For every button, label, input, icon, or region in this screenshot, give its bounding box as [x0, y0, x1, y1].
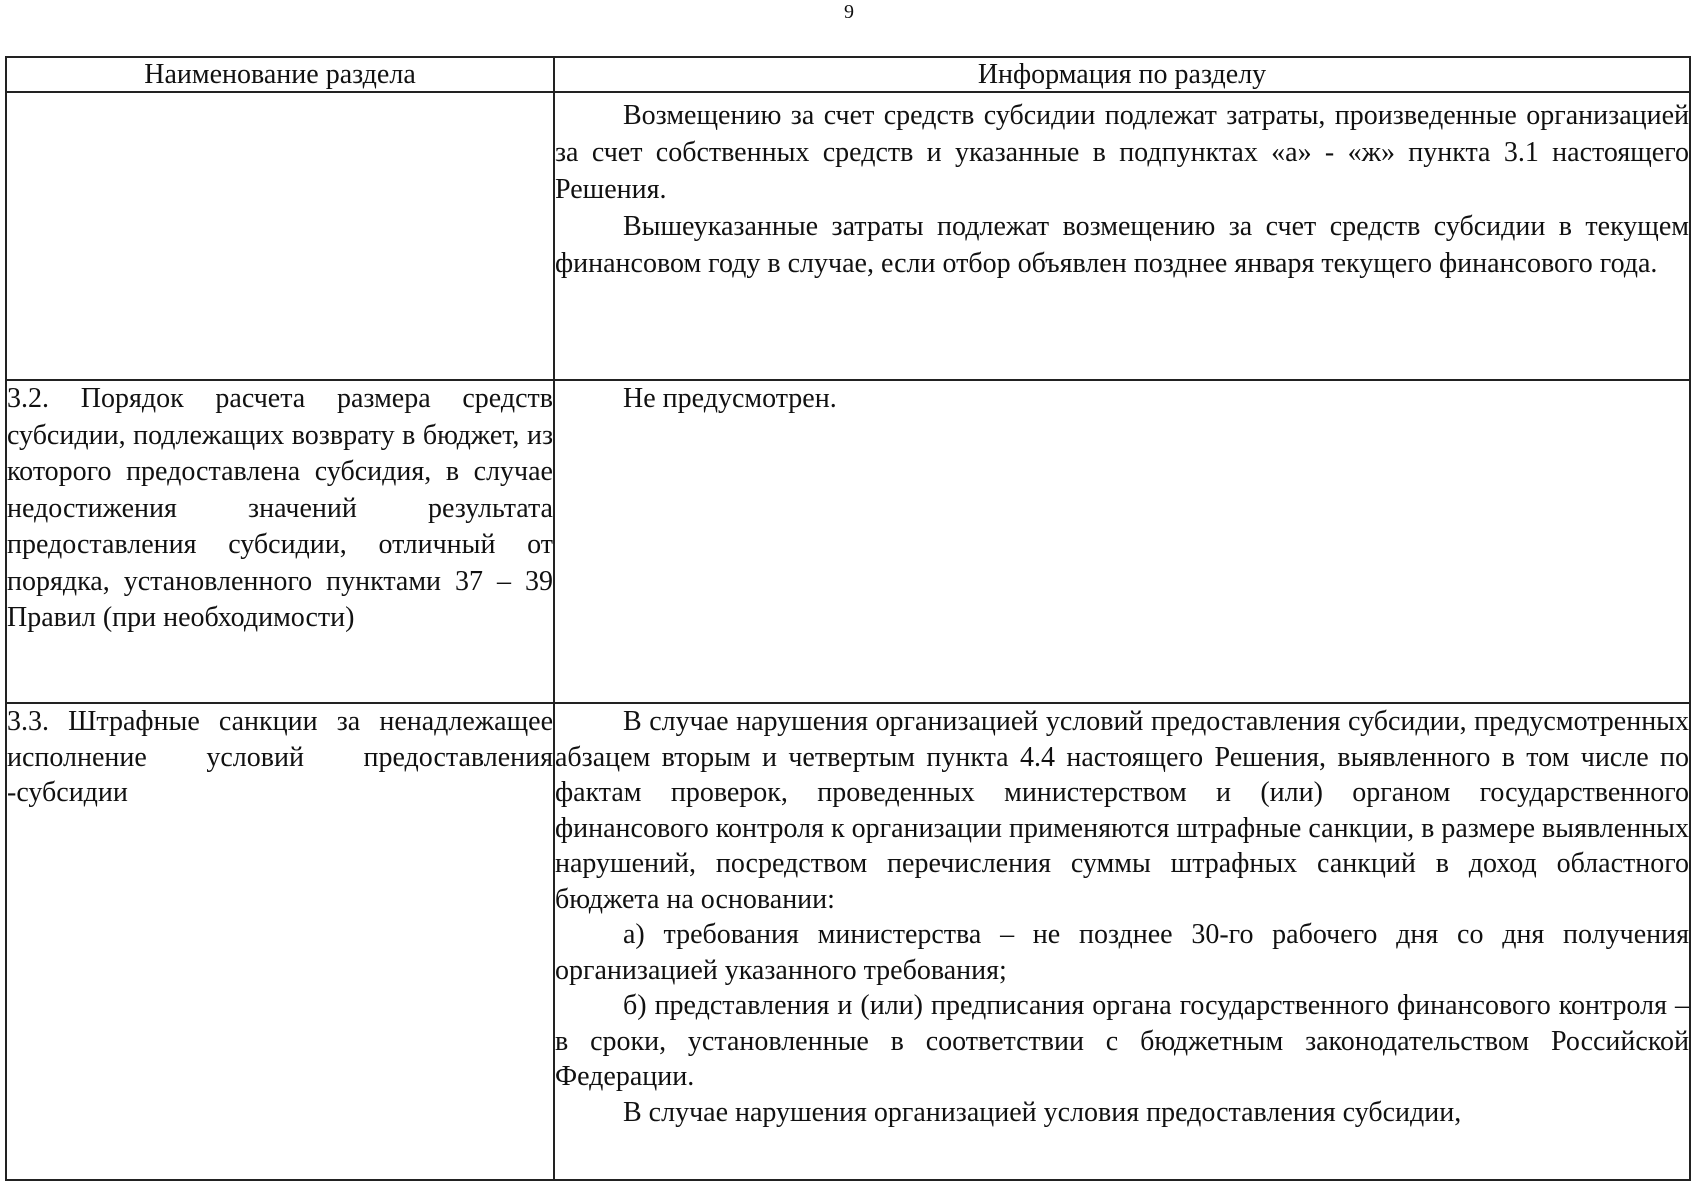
- section-info-cell: [554, 92, 1690, 380]
- section-info-paragraph: б) представления и (или) предписания органа государственного финансового контроля – в сроки, установленные в соответствии с бюджетным законодательством Российской Федерации.: [555, 990, 1689, 1092]
- section-name-cell: [6, 703, 554, 1180]
- section-info-paragraph: Возмещению за счет средств субсидии подлежат затраты, произведенные организацией за счет собственных средств и указанные в подпунктах «а» - «ж» пункта 3.1 настоящего Решения.: [555, 100, 1689, 205]
- section-info-table: [5, 56, 1691, 1181]
- section-info-cell: [554, 380, 1690, 703]
- section-name-cell: [6, 92, 554, 380]
- section-info-cell: [554, 703, 1690, 1180]
- section-name-cell: [6, 380, 554, 703]
- table-header-row: [6, 57, 1690, 92]
- page-number: 9: [844, 1, 854, 23]
- section-name-text: 3.3. Штрафные санкции за ненадлежащее исполнение условий предоставления -субсидии: [7, 706, 553, 808]
- section-info-paragraph: В случае нарушения организацией условий предоставления субсидии, предусмотренных абзацем вторым и четвертым пункта 4.4 настоящего Решения, выявленного в том числе по фактам проверок, проведенных министерством и (или) органом государственного финансового контроля к организации применяются штрафные санкции, в размере выявленных нарушений, посредством перечисления суммы штрафных санкций в доход областного бюджета на основании:: [555, 706, 1689, 915]
- table-row: [6, 703, 1690, 1180]
- table-row: [6, 380, 1690, 703]
- section-info-paragraph: Вышеуказанные затраты подлежат возмещению за счет средств субсидии в текущем финансовом году в случае, если отбор объявлен позднее января текущего финансового года.: [555, 211, 1689, 279]
- section-info-paragraph: В случае нарушения организацией условия предоставления субсидии,: [623, 1096, 1462, 1128]
- section-info-paragraph: Не предусмотрен.: [623, 383, 837, 414]
- header-section-info: Информация по разделу: [554, 57, 1690, 92]
- header-section-name: Наименование раздела: [6, 57, 554, 92]
- section-name-text: 3.2. Порядок расчета размера средств субсидии, подлежащих возврату в бюджет, из которого предоставлена субсидия, в случае недостижения значений результата предоставления субсидии, отличный от порядка, установленного пунктами 37 – 39 Правил (при необходимости): [7, 383, 553, 633]
- section-info-paragraph: а) требования министерства – не позднее 30-го рабочего дня со дня получения организацией указанного требования;: [555, 919, 1689, 986]
- table-row: [6, 92, 1690, 380]
